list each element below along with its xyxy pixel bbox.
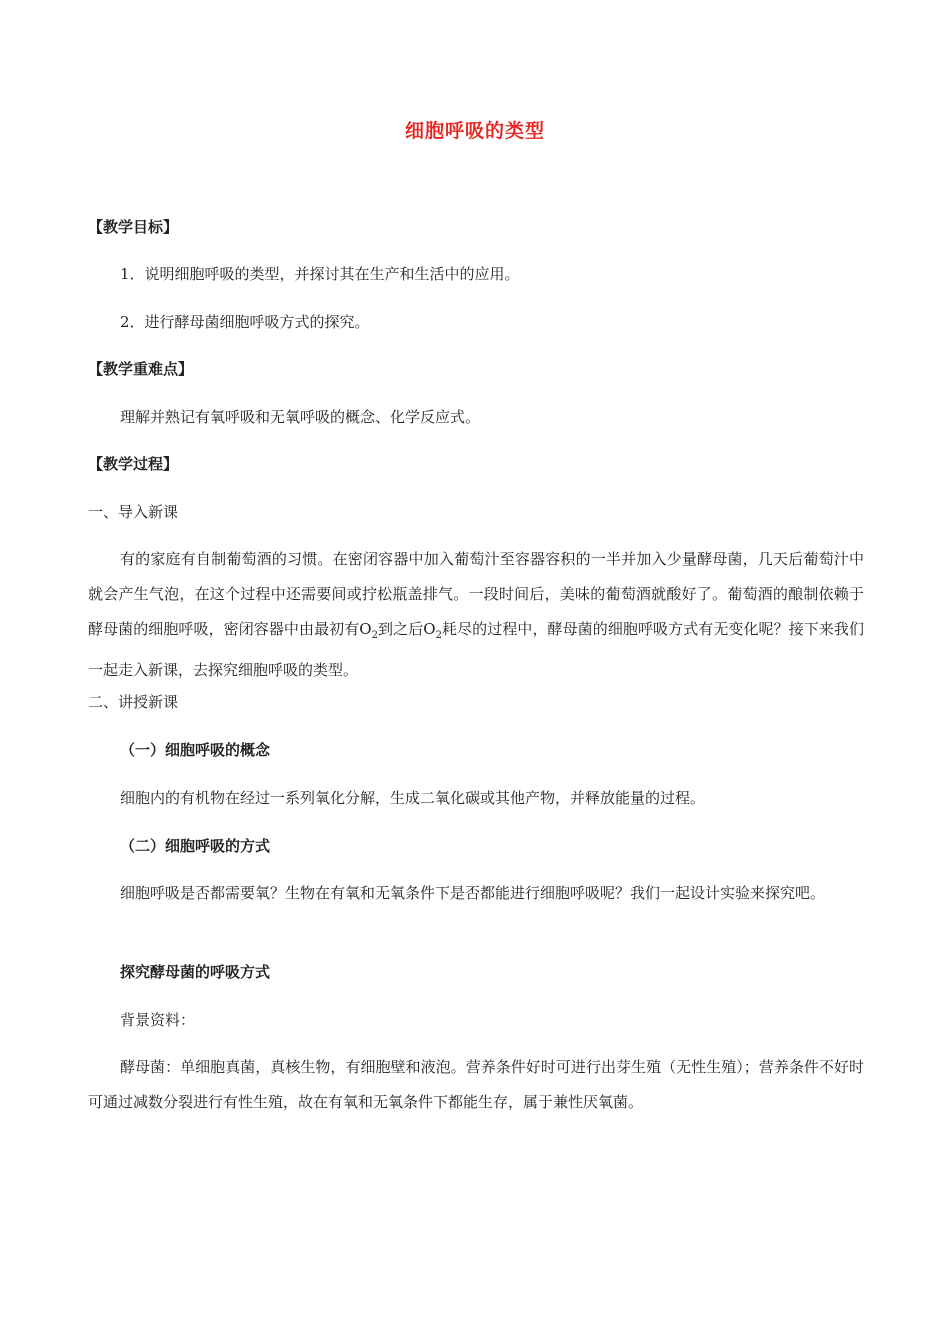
explore-heading: 探究酵母菌的呼吸方式: [120, 963, 271, 981]
oxygen-formula-2: $O_2$: [423, 620, 442, 641]
part2-heading: 二、讲授新课: [88, 693, 179, 711]
sub1-text: 细胞内的有机物在经过一系列氧化分解，生成二氧化碳或其他产物，并释放能量的过程。: [120, 789, 706, 807]
sub2-paragraph: 细胞呼吸是否都需要氧？生物在有氧和无氧条件下是否都能进行细胞呼吸呢？我们一起设计实验来探究吧。: [120, 884, 826, 902]
intro-text-c: 耗尽的过程中，酵母菌的细胞呼吸方式有无变化呢？接下来我们一起走入新课，去探究细胞呼吸的类型。: [88, 620, 864, 679]
objectives-heading: 【教学目标】: [88, 218, 179, 236]
objective-1: 1．说明细胞呼吸的类型，并探讨其在生产和生活中的应用。: [120, 265, 520, 283]
background-label: 背景资料：: [120, 1011, 196, 1029]
sub2-heading: （二）细胞呼吸的方式: [120, 837, 271, 855]
intro-text-b: 到之后: [377, 620, 424, 638]
yeast-paragraph: 酵母菌：单细胞真菌，真核生物，有细胞壁和液泡。营养条件好时可进行出芽生殖（无性生殖）；营养条件不好时可通过减数分裂进行有性生殖，故在有氧和无氧条件下都能生存，属于兼性厌氧菌。: [88, 1058, 864, 1111]
key-points-heading: 【教学重难点】: [88, 360, 194, 378]
objective-2: 2．进行酵母菌细胞呼吸方式的探究。: [120, 313, 370, 331]
key-points-text: 理解并熟记有氧呼吸和无氧呼吸的概念、化学反应式。: [120, 408, 481, 426]
intro-paragraph: [88, 542, 864, 688]
intro-text-a: 有的家庭有自制葡萄酒的习惯。在密闭容器中加入葡萄汁至容器容积的一半并加入少量酵母菌，几天后葡萄汁中就会产生气泡，在这个过程中还需要间或拧松瓶盖排气。一段时间后，美味的葡萄酒就酸好了。葡萄酒的酿制依赖于酵母菌的细胞呼吸，密闭容器中由最初有: [88, 550, 864, 638]
part1-heading: 一、导入新课: [88, 503, 179, 521]
oxygen-formula-1: $O_2$: [359, 620, 378, 641]
page-title: 细胞呼吸的类型: [404, 120, 545, 142]
sub1-heading: （一）细胞呼吸的概念: [120, 741, 271, 759]
process-heading: 【教学过程】: [88, 455, 179, 473]
